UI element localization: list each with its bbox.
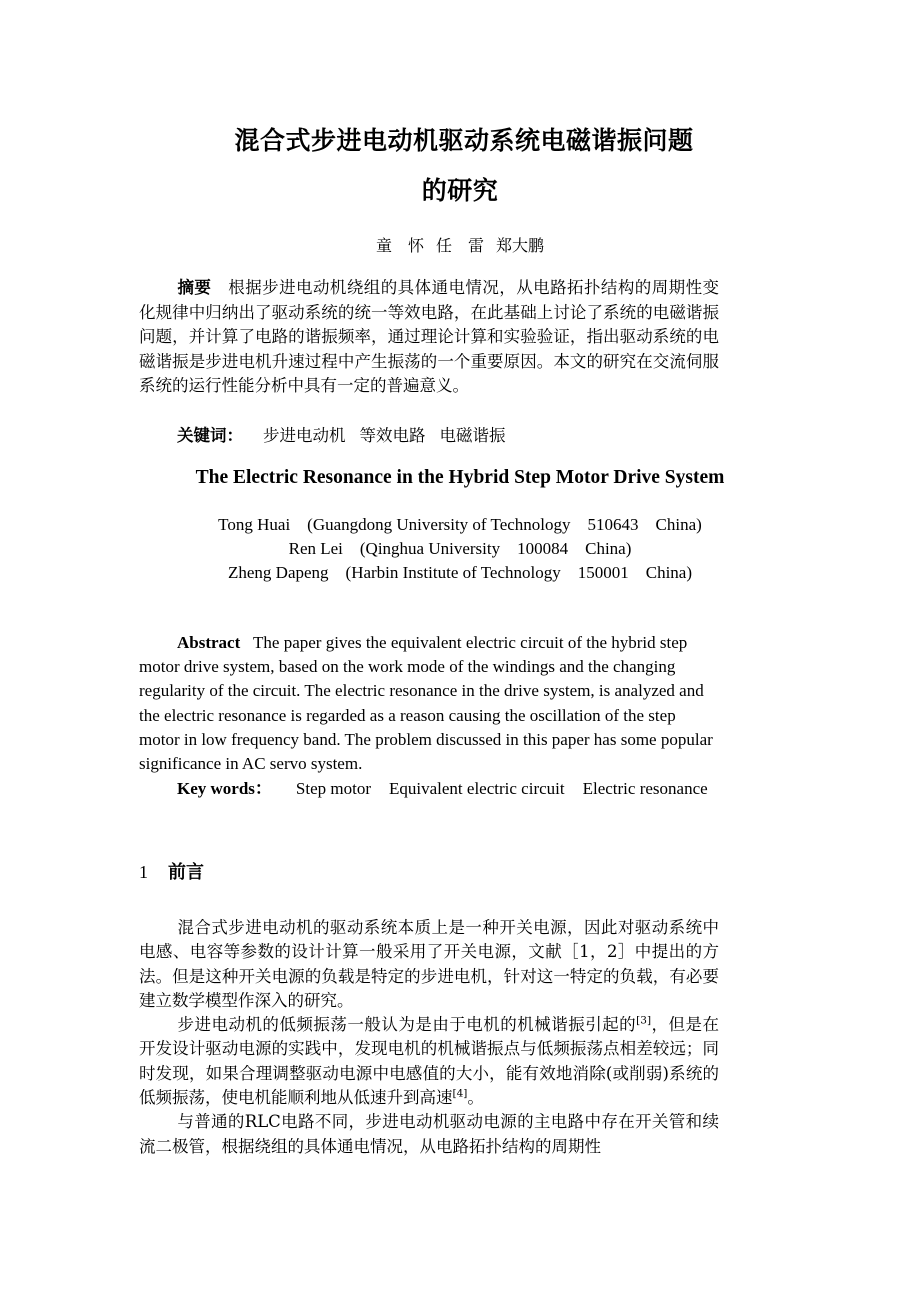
section-1-body xyxy=(139,916,719,1159)
keyword-en-2: Equivalent electric circuit xyxy=(389,779,565,798)
paragraph-2-text-b: ，但是在开发设计驱动电源的实践中，发现电机的机械谐振点与低频振荡点相差较远；同时发现，如果合理调整驱动电源中电感值的大小，能有效地消除(或削弱)系统的低频振荡，使电机能顺利地从低速升到高速 xyxy=(139,1015,719,1108)
abstract-cn-text: 根据步进电动机绕组的具体通电情况，从电路拓扑结构的周期性变化规律中归纳出了驱动系统的统一等效电路，在此基础上讨论了系统的电磁谐振问题，并计算了电路的谐振频率，通过理论计算和实验验证，指出驱动系统的电磁谐振是步进电机升速过程中产生振荡的一个重要原因。本文的研究在交流伺服系统的运行性能分析中具有一定的普遍意义。 xyxy=(139,278,719,395)
paragraph-2-text-c: 。 xyxy=(467,1088,484,1108)
keywords-en xyxy=(139,777,719,801)
paragraph-1 xyxy=(139,916,719,1013)
title-en: The Electric Resonance in the Hybrid Step Motor Drive System xyxy=(195,467,725,488)
affiliation-3: Zheng Dapeng (Harbin Institute of Technology 150001 China) xyxy=(227,563,692,582)
keyword-cn-2: 等效电路 xyxy=(359,426,426,445)
keyword-cn-3: 电磁谐振 xyxy=(439,426,506,445)
keyword-en-3: Electric resonance xyxy=(582,779,708,798)
paragraph-2 xyxy=(139,1013,719,1110)
paragraph-1-text: 混合式步进电动机的驱动系统本质上是一种开关电源，因此对驱动系统中电感、电容等参数的设计计算一般采用了开关电源，文献［1，2］中提出的方法。但是这种开关电源的负载是特定的步进电机，针对这一特定的负载，有必要建立数学模型作深入的研究。 xyxy=(139,918,719,1010)
author-cn-3: 郑大鹏 xyxy=(496,236,545,255)
keywords-cn xyxy=(177,422,520,446)
keyword-en-1: Step motor xyxy=(295,779,372,798)
paragraph-2-text-a: 步进电动机的低频振荡一般认为是由于电机的机械谐振引起的 xyxy=(177,1015,637,1035)
section-1-heading xyxy=(139,858,204,884)
keywords-en-label: Key words： xyxy=(177,779,272,798)
section-1-number: 1 xyxy=(139,862,148,882)
title-line-1: 混合式步进电动机驱动系统电磁谐振问题 xyxy=(234,126,694,155)
affiliation-1: Tong Huai (Guangdong University of Technology 510643 China) xyxy=(218,515,702,534)
paragraph-3-text: 与普通的RLC电路不同，步进电动机驱动电源的主电路中存在开关管和续流二极管，根据绕组的具体通电情况，从电路拓扑结构的周期性 xyxy=(139,1112,719,1156)
citation-ref-3: [3] xyxy=(636,1014,652,1027)
affiliation-2: Ren Lei (Qinghua University 100084 China) xyxy=(288,539,632,558)
author-cn-1: 童 怀 xyxy=(375,236,424,255)
title-line-2: 的研究 xyxy=(421,176,499,205)
citation-ref-4: [4] xyxy=(452,1087,468,1100)
abstract-en-label: Abstract xyxy=(177,633,241,652)
keyword-cn-1: 步进电动机 xyxy=(263,426,346,445)
abstract-cn xyxy=(139,276,719,399)
paragraph-3 xyxy=(139,1110,719,1159)
keywords-cn-label: 关键词： xyxy=(177,426,243,445)
abstract-cn-label: 摘要 xyxy=(177,278,212,297)
author-cn-2: 任 雷 xyxy=(435,236,484,255)
abstract-en-text: The paper gives the equivalent electric circuit of the hybrid step motor drive system, based on the work mode of the windings and the changing regularity of the circuit. The electric resonance in the drive system, is analyzed and the electric resonance is regarded as a reason causing the oscillation of the step motor in low frequency band. The problem discussed in this paper has some popular significance in AC servo system. xyxy=(139,633,713,774)
authors-cn xyxy=(0,233,920,256)
section-1-title: 前言 xyxy=(168,862,204,883)
abstract-en xyxy=(139,631,719,776)
